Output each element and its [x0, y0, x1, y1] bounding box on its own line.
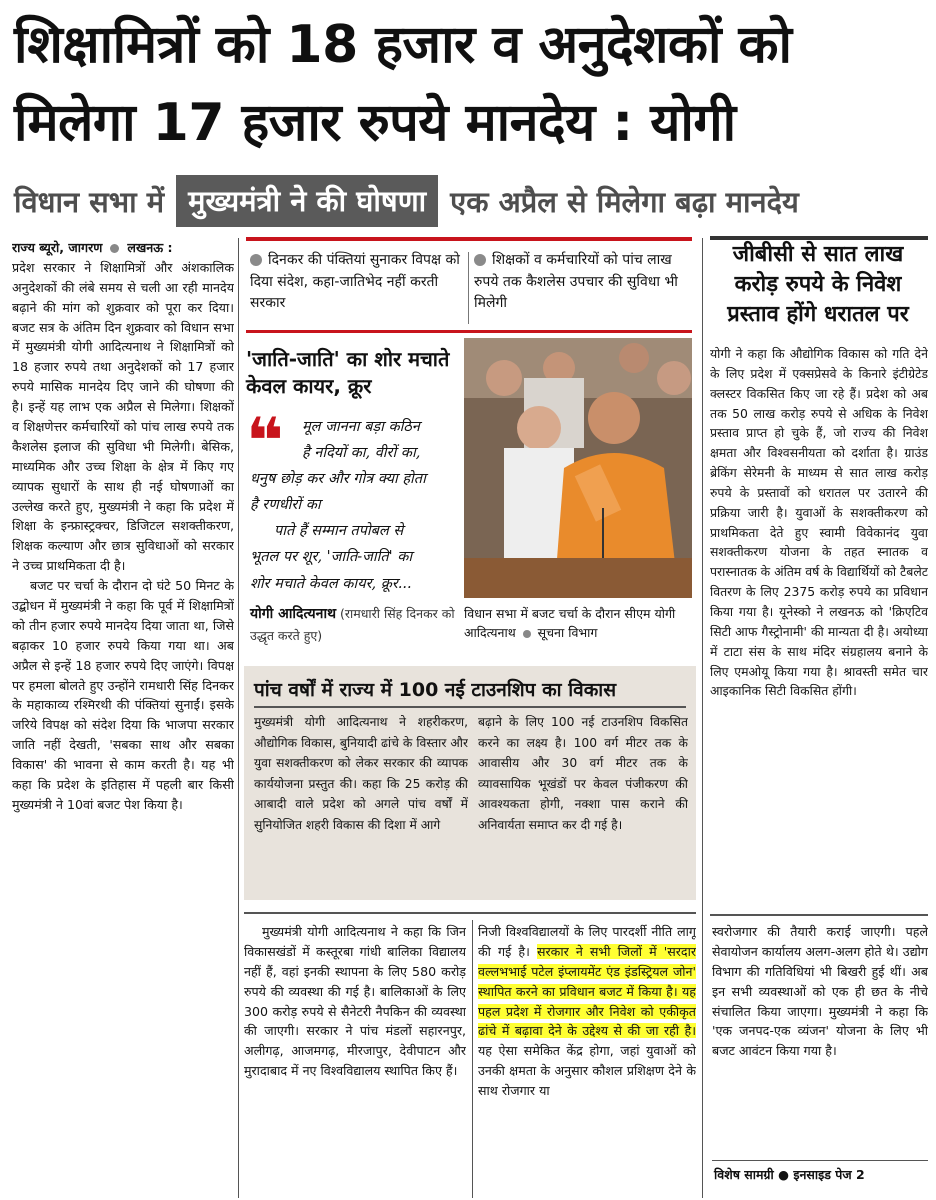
- poem-line: शोर मचाते केवल कायर, क्रूर...: [250, 575, 412, 592]
- article-paragraph-2: बजट पर चर्चा के दौरान दो घंटे 50 मिनट के उद्बोधन में मुख्यमंत्री ने कहा कि पूर्व में शिक्षामित्रों को तीन हजार रुपये मानदेय दिया जाता था, जिसे बढ़ाकर 10 हजार रुपये किया गया था। अब अप्रैल से इन्हें 18 हजार रुपये दिए जाएंगे। विपक्ष पर हमला बोलते हुए उन्होंने रामधारी सिंह दिनकर के महाकाव्य रश्मिरथी की पंक्तियां सुनाईं। इसके जरिये विपक्ष को संदेश दिया कि भाजपा सरकार जाति नहीं देखती, 'सबका साथ और सबका विकास' की भावना से काम करती है। यह भी कहा कि प्रदेश के इतिहास में पहली बार किसी मुख्यमंत्री ने 10वां बजट पेश किया है।: [12, 578, 234, 812]
- bullet-dot-icon: [250, 254, 262, 266]
- article-column-2-text: मुख्यमंत्री योगी आदित्यनाथ ने कहा कि जिन विकासखंडों में कस्तूरबा गांधी बालिका विद्यालय नहीं हैं, वहां इनकी स्थापना के लिए 580 करोड़ रुपये की व्यवस्था की गई है। बालिकाओं के लिए 300 करोड़ रुपये से सैनेटरी नैपकिन की व्यवस्था की जाएगी। सरकार ने पांच मंडलों सहारनपुर, अलीगढ़, आजमगढ़, मीरजापुर, देवीपाटन और मुरादाबाद में नए विश्वविद्यालय स्थापित किए हैं।: [244, 924, 466, 1079]
- photo-credit: सूचना विभाग: [537, 625, 598, 641]
- subheadline-tag: मुख्यमंत्री ने की घोषणा: [176, 175, 438, 227]
- township-text-right: बढ़ाने के लिए 100 नई टाउनशिप विकसित करने का लक्ष्य है। 100 वर्ग मीटर तक के आवासीय और 30 वर्ग मीटर तक के व्यावसायिक भूखंडों पर केवल पंजीकरण की आवश्यकता होगी, नक्शा पास कराने की अनिवार्यता समाप्त कर दी गई है।: [478, 715, 688, 832]
- footer-rule: [712, 1160, 928, 1161]
- highlight-bullet-1-text: दिनकर की पंक्तियां सुनाकर विपक्ष को दिया संदेश, कहा-जातिभेद नहीं करती सरकार: [250, 252, 460, 312]
- sidebar-body: योगी ने कहा कि औद्योगिक विकास को गति देने के लिए प्रदेश में एक्सप्रेसवे के किनारे इंटीग्रेटेड क्लस्टर विकसित किए जा रहे हैं। प्रदेश को अब तक 50 लाख करोड़ रुपये से अधिक के निवेश प्रस्ताव प्राप्त हो चुके हैं, जो राज्य की निवेश क्षमता और विश्वसनीयता को दर्शाता है। ग्राउंड ब्रेकिंग सेरेमनी के माध्यम से सात लाख करोड़ रुपये के प्रस्तावों को धरातल पर उतारने की प्रक्रिया जारी है। युवाओं के सशक्तीकरण को प्राथमिकता देते हुए स्वामी विवेकानंद युवा सशक्तीकरण योजना के तहत स्नातक व परास्नातक के अंतिम वर्ष के विद्यार्थियों को टैबलेट वितरण के लिए 2375 करोड़ रुपये का प्रविधान किया गया है। यूनेस्को ने लखनऊ को 'क्रिएटिव सिटी आफ गैस्ट्रोनामी' की मान्यता दी है। अयोध्या में टाटा संस के साथ मंदिर संग्रहालय बनाने के लिए एमओयू किया गया है। श्रावस्ती समेत चार आइकानिक सिटी विकसित होंगी।: [710, 346, 928, 699]
- photo-caption: [464, 604, 692, 643]
- article-column-3: [478, 922, 696, 1198]
- quote-poem: [250, 414, 462, 597]
- highlight-bullet-2-text: शिक्षकों व कर्मचारियों को पांच लाख रुपये तक कैशलेस उपचार की सुविधा भी मिलेगी: [474, 252, 678, 312]
- credit-bullet-icon: [523, 630, 531, 638]
- quote-box: [246, 346, 458, 400]
- poem-line: है रणधीरों का: [250, 497, 321, 514]
- highlight-bullet-1: [250, 250, 464, 315]
- quote-headline: 'जाति-जाति' का शोर मचाते केवल कायर, क्रूर: [246, 347, 450, 398]
- sidebar-title: जीबीसी से सात लाख करोड़ रुपये के निवेश प्रस्ताव होंगे धरातल पर: [727, 242, 909, 327]
- bottom-section-rule: [244, 912, 696, 914]
- bullet-bottom-rule: [246, 330, 692, 333]
- township-text-left: मुख्यमंत्री योगी आदित्यनाथ ने शहरीकरण, औद्योगिक विकास, बुनियादी ढांचे के विस्तार और युवा सशक्तीकरण को लेकर सरकार की व्यापक कार्ययोजना प्रस्तुत की। कहा कि 25 करोड़ की आबादी वाले प्रदेश को अगले पांच वर्षों में सुनियोजित शहरी विकास की दिशा में आगे: [254, 715, 468, 832]
- poem-line: धनुष छोड़ कर और गोत्र क्या होता: [250, 471, 426, 488]
- bullet-dot-icon: [474, 254, 486, 266]
- photo-caption-text: विधान सभा में बजट चर्चा के दौरान सीएम योगी आदित्यनाथ: [464, 606, 676, 641]
- poem-line: पाते हैं सम्मान तपोबल से: [274, 523, 404, 540]
- article-column-2: [244, 922, 466, 1198]
- article-column-3-text-after: यह ऐसा समेकित केंद्र होगा, जहां युवाओं को उनकी क्षमता के अनुसार कौशल प्रशिक्षण देने के साथ रोजगार या: [478, 1043, 696, 1099]
- column-divider-3: [702, 238, 703, 1198]
- column-divider-2: [472, 920, 473, 1198]
- quote-author-note: (रामधारी सिंह दिनकर को उद्धृत करते हुए): [250, 606, 455, 643]
- byline-bureau: राज्य ब्यूरो, जागरण: [12, 240, 103, 255]
- township-title-rule: [254, 706, 686, 708]
- poem-line: भूतल पर शूर, 'जाति-जाति' का: [250, 549, 413, 566]
- headline: [14, 6, 926, 162]
- news-photo: [464, 338, 692, 598]
- byline-city: लखनऊ :: [127, 240, 173, 255]
- sidebar-bottom-rule: [710, 914, 928, 916]
- column-divider-1: [238, 238, 239, 1198]
- quote-mark-icon: ❝: [246, 405, 284, 479]
- highlighted-text: सरकार ने सभी जिलों में 'सरदार वल्लभभाई पटेल इंप्लायमेंट एंड इंडस्ट्रियल जोन' स्थापित करने का प्रविधान बजट में किया है। यह पहल प्रदेश में रोजगार और निवेश को एकीकृत ढांचे में बढ़ावा देने के उद्देश्य से की जा रही है।: [478, 943, 696, 1039]
- photo-illustration: [464, 338, 692, 598]
- subheadline-part-1: विधान सभा में: [14, 184, 165, 219]
- quote-attribution: [250, 604, 462, 645]
- township-title: पांच वर्षों में राज्य में 100 नई टाउनशिप का विकास: [254, 679, 617, 701]
- subheadline-part-2: एक अप्रैल से मिलेगा बढ़ा मानदेय: [450, 184, 799, 219]
- article-column-4: [712, 922, 928, 1158]
- poem-line: है नदियों का, वीरों का,: [302, 445, 421, 462]
- township-box: [244, 666, 696, 900]
- quote-author: योगी आदित्यनाथ: [250, 606, 337, 622]
- article-column-4-text: स्वरोजगार की तैयारी कराई जाएगी। पहले सेवायोजन कार्यालय अलग-अलग होते थे। उद्योग विभाग की गतिविधियां भी बिखरी हुई थीं। अब इन सभी व्यवस्थाओं को एक ही छत के नीचे संचालित किया जाएगा। मुख्यमंत्री ने कहा कि 'एक जनपद-एक व्यंजन' योजना के लिए भी बजट आवंटन किया गया है।: [712, 924, 928, 1059]
- byline-bullet-icon: [110, 244, 119, 253]
- bullet-divider: [468, 252, 469, 324]
- headline-line-2: मिलेगा 17 हजार रुपये मानदेय : योगी: [14, 93, 736, 153]
- subheadline: [14, 172, 926, 230]
- headline-line-1: शिक्षामित्रों को 18 हजार व अनुदेशकों को: [14, 15, 792, 75]
- poem-line: मूल जानना बड़ा कठिन: [302, 419, 420, 435]
- highlight-bullet-2: [474, 250, 692, 315]
- footer-reference: विशेष सामग्री ● इनसाइड पेज 2: [714, 1167, 865, 1182]
- article-column-3-text: निजी विश्वविद्यालयों के लिए पारदर्शी नीति लागू की गई है।: [478, 924, 696, 959]
- article-paragraph-1: प्रदेश सरकार ने शिक्षामित्रों और अंशकालिक अनुदेशकों की लंबे समय से चली आ रही मानदेय बढ़ाने की मांग को शुक्रवार को पूरा कर दिया। बजट सत्र के अंतिम दिन शुक्रवार को विधान सभा में मुख्यमंत्री योगी आदित्यनाथ ने शिक्षामित्रों को 18 हजार रुपये तथा अनुदेशकों को 17 हजार रुपये मासिक मानदेय दिए जाने की घोषणा की है। इन्हें यह लाभ एक अप्रैल से मिलेगा। शिक्षकों व शिक्षणेत्तर कर्मचारियों को पांच लाख रुपये तक कैशलेस इलाज की सुविधा भी मिलेगी। बेसिक, माध्यमिक और उच्च शिक्षा के क्षेत्र में किए गए व्यापक सुधारों के साथ ही नई घोषणाओं का उल्लेख करते हुए, मुख्यमंत्री ने कहा कि प्रदेश में शिक्षा के इन्फ्रास्ट्रक्चर, डिजिटल सशक्तीकरण, शिक्षक कल्याण और छात्र सुविधाओं को सरकार ने उच्च प्राथमिकता दी है।: [12, 259, 234, 574]
- top-red-rule: [246, 237, 692, 241]
- article-column-1: [12, 238, 234, 1198]
